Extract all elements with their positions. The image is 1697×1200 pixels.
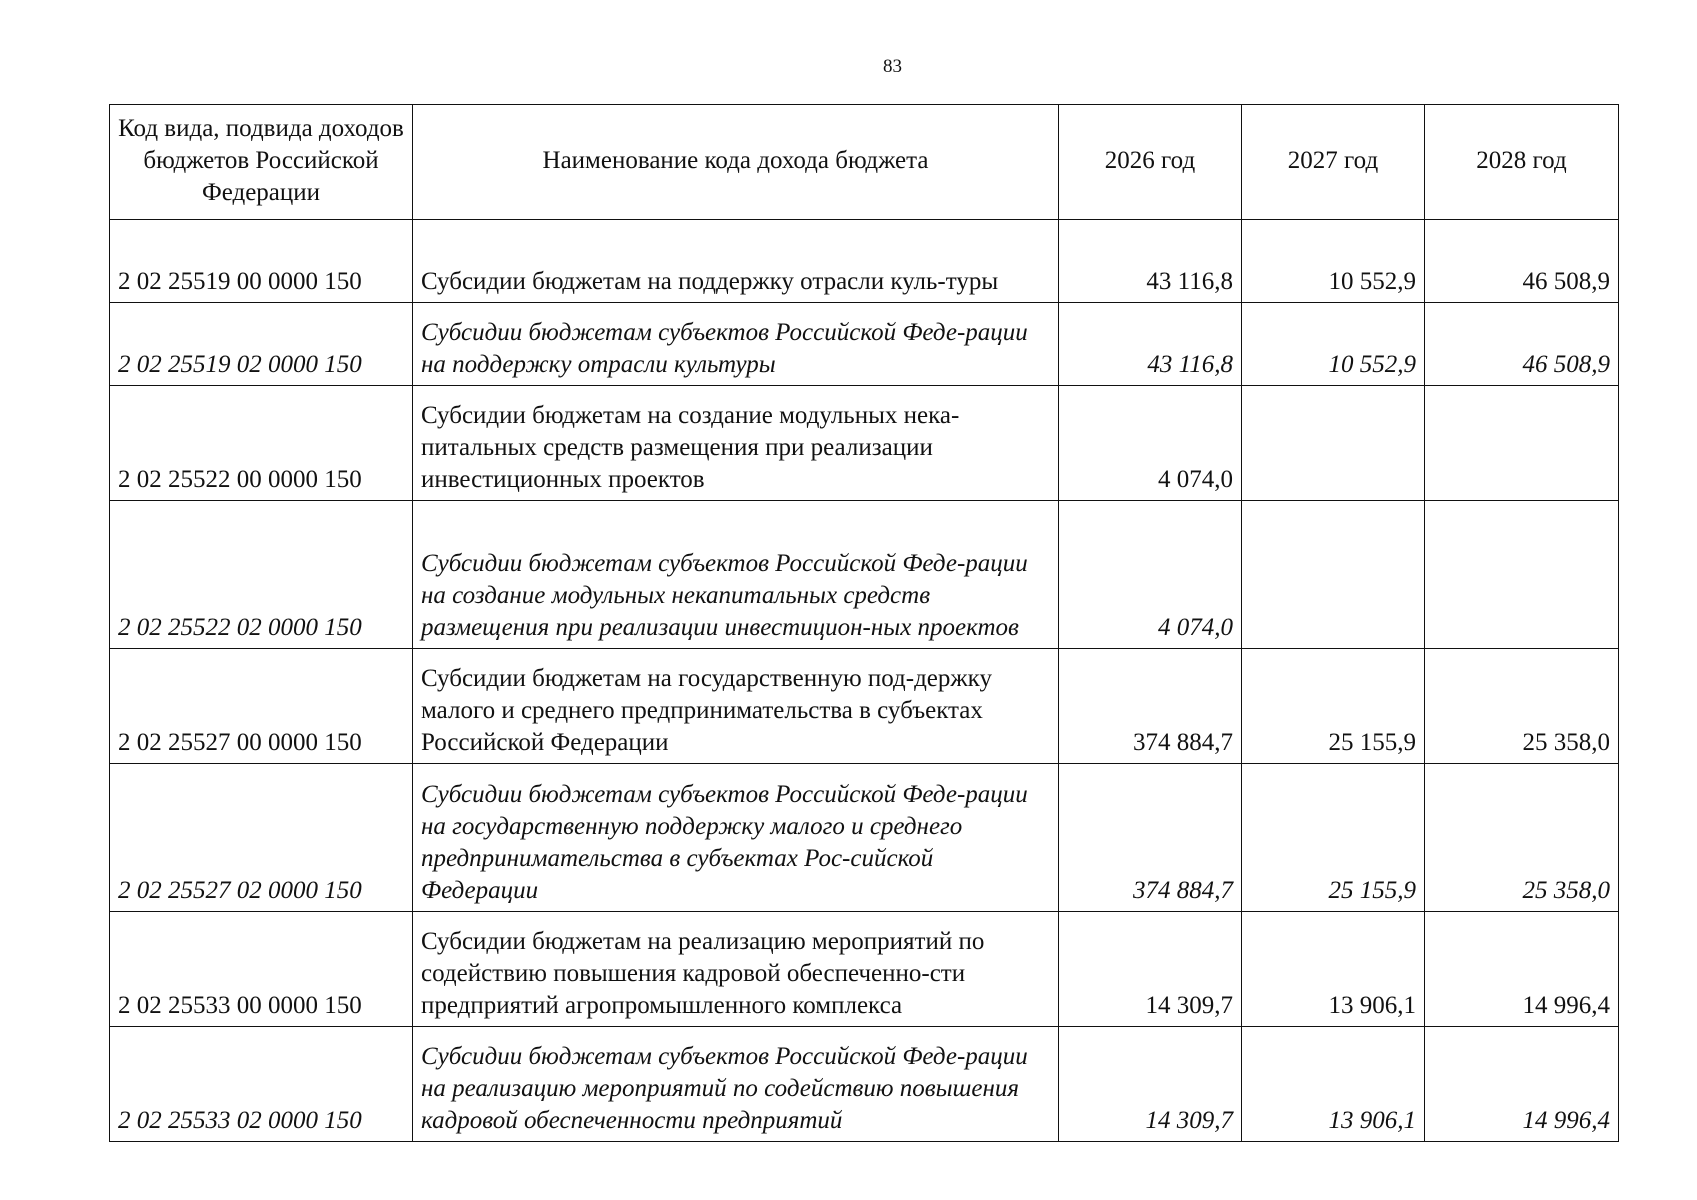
- table-row: [110, 501, 1619, 649]
- value-2026-cell: 4 074,0: [1059, 501, 1242, 649]
- budget-revenue-table: [109, 104, 1619, 1142]
- income-name-cell: Субсидии бюджетам субъектов Российской Феде-рации на государственную поддержку малого и среднего предпринимательства в субъектах Рос-сийской Федерации: [413, 764, 1059, 912]
- value-2027-cell: 10 552,9: [1242, 220, 1425, 303]
- value-2026-cell: 374 884,7: [1059, 764, 1242, 912]
- income-name-cell: Субсидии бюджетам на поддержку отрасли куль-туры: [413, 220, 1059, 303]
- header-income-code: Код вида, подвида доходов бюджетов Российской Федерации: [110, 105, 413, 220]
- value-2026-cell: 14 309,7: [1059, 912, 1242, 1027]
- value-2027-cell: [1242, 386, 1425, 501]
- income-name-cell: Субсидии бюджетам на создание модульных нека-питальных средств размещения при реализации инвестиционных проектов: [413, 386, 1059, 501]
- value-2027-cell: 13 906,1: [1242, 1027, 1425, 1142]
- value-2027-cell: [1242, 501, 1425, 649]
- header-income-name: Наименование кода дохода бюджета: [413, 105, 1059, 220]
- income-name-cell: Субсидии бюджетам субъектов Российской Феде-рации на реализацию мероприятий по содействию повышения кадровой обеспеченности предприятий: [413, 1027, 1059, 1142]
- value-2026-cell: 43 116,8: [1059, 303, 1242, 386]
- table-row: [110, 649, 1619, 764]
- value-2028-cell: [1425, 386, 1619, 501]
- value-2028-cell: 46 508,9: [1425, 220, 1619, 303]
- header-year-2027: 2027 год: [1242, 105, 1425, 220]
- value-2026-cell: 4 074,0: [1059, 386, 1242, 501]
- value-2027-cell: 10 552,9: [1242, 303, 1425, 386]
- value-2026-cell: 14 309,7: [1059, 1027, 1242, 1142]
- value-2027-cell: 25 155,9: [1242, 649, 1425, 764]
- income-code-cell: 2 02 25519 02 0000 150: [110, 303, 413, 386]
- page-number: 83: [883, 56, 902, 77]
- table-row: [110, 912, 1619, 1027]
- table-row: [110, 303, 1619, 386]
- value-2028-cell: 14 996,4: [1425, 1027, 1619, 1142]
- table-row: [110, 386, 1619, 501]
- income-code-cell: 2 02 25522 00 0000 150: [110, 386, 413, 501]
- value-2028-cell: 25 358,0: [1425, 764, 1619, 912]
- table-row: [110, 1027, 1619, 1142]
- income-code-cell: 2 02 25519 00 0000 150: [110, 220, 413, 303]
- income-name-cell: Субсидии бюджетам субъектов Российской Феде-рации на создание модульных некапитальных средств размещения при реализации инвестицион-ных проектов: [413, 501, 1059, 649]
- value-2028-cell: 46 508,9: [1425, 303, 1619, 386]
- income-code-cell: 2 02 25533 02 0000 150: [110, 1027, 413, 1142]
- value-2027-cell: 25 155,9: [1242, 764, 1425, 912]
- table-header-row: [110, 105, 1619, 220]
- income-name-cell: Субсидии бюджетам на государственную под-держку малого и среднего предпринимательства в субъектах Российской Федерации: [413, 649, 1059, 764]
- table-row: [110, 220, 1619, 303]
- income-code-cell: 2 02 25533 00 0000 150: [110, 912, 413, 1027]
- income-code-cell: 2 02 25527 02 0000 150: [110, 764, 413, 912]
- income-name-cell: Субсидии бюджетам субъектов Российской Феде-рации на поддержку отрасли культуры: [413, 303, 1059, 386]
- value-2028-cell: 25 358,0: [1425, 649, 1619, 764]
- value-2026-cell: 374 884,7: [1059, 649, 1242, 764]
- value-2026-cell: 43 116,8: [1059, 220, 1242, 303]
- income-code-cell: 2 02 25522 02 0000 150: [110, 501, 413, 649]
- value-2028-cell: 14 996,4: [1425, 912, 1619, 1027]
- table-row: [110, 764, 1619, 912]
- income-name-cell: Субсидии бюджетам на реализацию мероприятий по содействию повышения кадровой обеспеченно-сти предприятий агропромышленного комплекса: [413, 912, 1059, 1027]
- header-year-2028: 2028 год: [1425, 105, 1619, 220]
- value-2028-cell: [1425, 501, 1619, 649]
- value-2027-cell: 13 906,1: [1242, 912, 1425, 1027]
- header-year-2026: 2026 год: [1059, 105, 1242, 220]
- income-code-cell: 2 02 25527 00 0000 150: [110, 649, 413, 764]
